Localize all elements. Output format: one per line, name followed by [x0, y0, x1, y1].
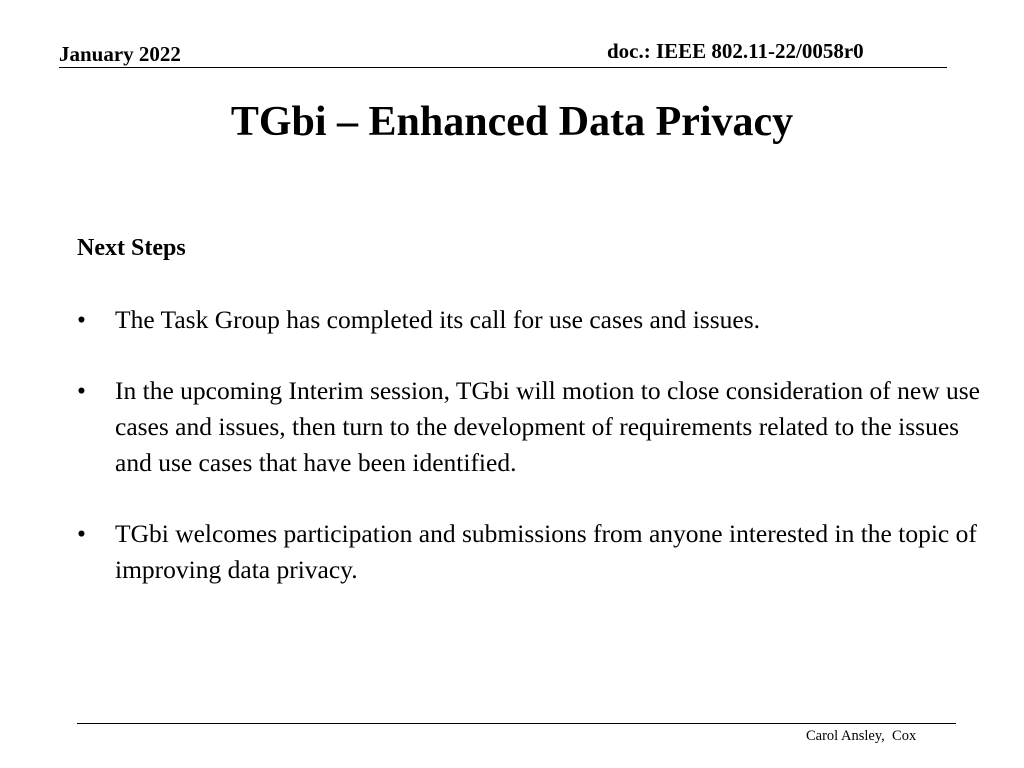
bullet-text: The Task Group has completed its call for use cases and issues.: [115, 305, 760, 334]
section-heading: Next Steps: [77, 235, 186, 261]
header-date: January 2022: [59, 42, 181, 66]
footer-divider: [77, 723, 956, 724]
list-item: [77, 516, 987, 588]
bullet-icon: •: [77, 376, 86, 405]
slide-title: TGbi – Enhanced Data Privacy: [230, 99, 794, 145]
list-item: [77, 373, 987, 481]
bullet-text: TGbi welcomes participation and submissions from anyone interested in the topic of improving data privacy.: [115, 519, 977, 584]
bullet-text: In the upcoming Interim session, TGbi will motion to close consideration of new use cases and issues, then turn to the development of requirements related to the issues and use cases that have been identified.: [115, 376, 980, 477]
bullet-icon: •: [77, 519, 86, 548]
bullet-list: [77, 302, 987, 623]
header-divider: [59, 67, 947, 68]
document-id: doc.: IEEE 802.11-22/0058r0: [607, 39, 864, 63]
bullet-icon: •: [77, 305, 86, 334]
footer-author: Carol Ansley, Cox: [806, 728, 917, 744]
list-item: [77, 302, 987, 338]
